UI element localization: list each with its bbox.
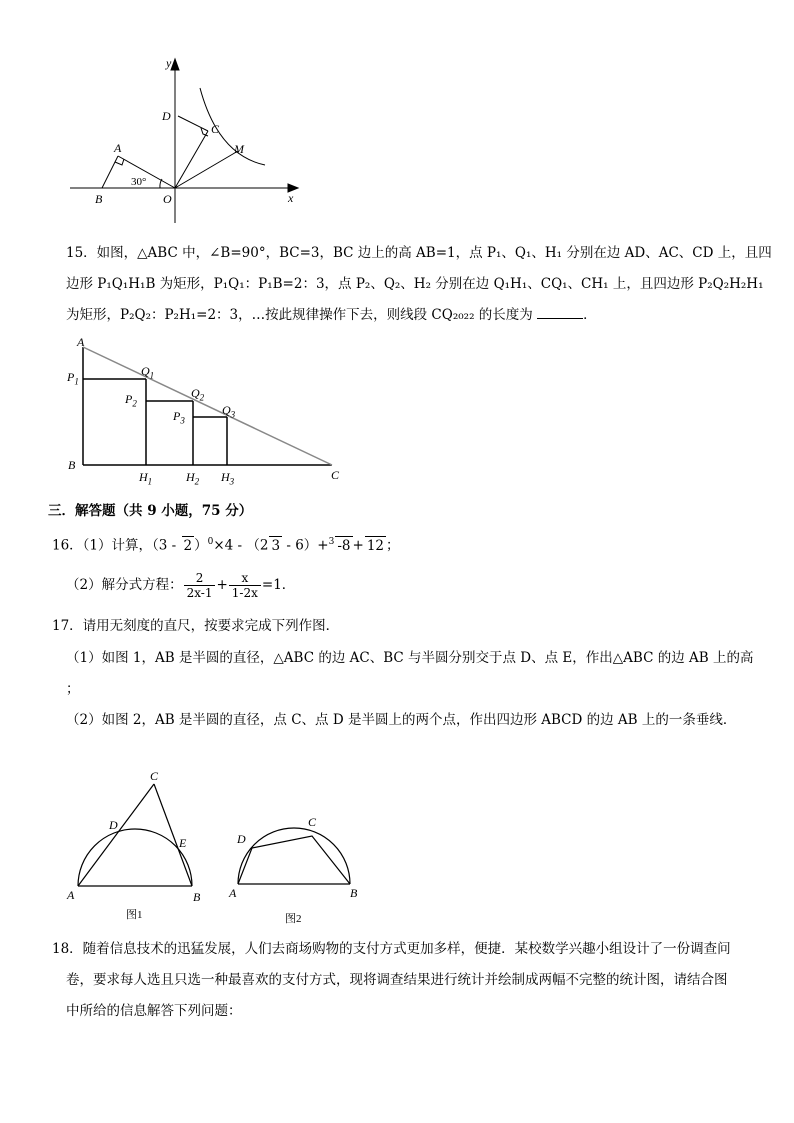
q18-line2: 卷，要求每人选且只选一种最喜欢的支付方式，现将调查结果进行统计并绘制成两幅不完整的统计图，请结合图 (66, 972, 728, 988)
q17-part1: （1）如图 1，AB 是半圆的直径，△ABC 的边 AC、BC 与半圆分别交于点 D、点 E，作出△ABC 的边 AB 上的高 (66, 650, 754, 666)
fig1-point-A: A (67, 888, 75, 902)
sqrt-2: 2 (183, 537, 193, 554)
point-B-label: B (95, 192, 103, 206)
q18-line1: 18．随着信息技术的迅猛发展，人们去商场购物的支付方式更加多样，便捷．某校数学兴趣小组设计了一份调查问 (52, 941, 731, 957)
sqrt-3: 3 (271, 537, 281, 554)
rect-point-Q2: $Q_2$ (191, 386, 205, 403)
cube-root: -8 (337, 537, 351, 554)
rect-point-C: C (331, 468, 340, 482)
fig2-point-B: B (350, 886, 358, 900)
fig1-point-B: B (193, 890, 201, 904)
fraction-1: $\frac{2}{2x-1}$ (184, 571, 216, 600)
answer-blank (537, 306, 583, 319)
fig2-point-A: A (229, 886, 237, 900)
point-A-label: A (114, 141, 122, 155)
fig1-point-D: D (109, 818, 118, 832)
q17-title: 17．请用无刻度的直尺，按要求完成下列作图． (52, 618, 340, 634)
fig2-point-C: C (308, 815, 317, 829)
q17-part2: （2）如图 2，AB 是半圆的直径，点 C、点 D 是半圆上的两个点，作出四边形 ABCD 的边 AB 上的一条垂线． (66, 712, 737, 728)
point-C-label: C (211, 122, 220, 136)
rect-point-P1: $P_1$ (67, 370, 79, 387)
rect-figure (60, 335, 350, 490)
fig2-semicircle (238, 828, 350, 884)
segment-BA (102, 156, 118, 188)
q15-line3 (66, 306, 597, 324)
q17-part1-cont: ； (66, 681, 80, 697)
fig1-caption: 图1 (126, 909, 143, 921)
y-axis-arrow (171, 59, 179, 70)
q15-line3-end: ． (583, 307, 597, 323)
point-M-label: M (234, 142, 244, 156)
point-D-label: D (162, 109, 171, 123)
fig2-point-D: D (237, 832, 246, 846)
q15-line3-text: 为矩形，P₂Q₂：P₂H₁=2：3，…按此规律操作下去，则线段 CQ₂₀₂₂ 的长度为 (66, 307, 533, 323)
fig1-point-C: C (150, 769, 159, 783)
rect-point-Q3: $Q_3$ (222, 403, 236, 420)
x-axis-label: x (288, 191, 294, 205)
q15-line1: 15．如图，△ABC 中，∠B=90°，BC=3，BC 边上的高 AB=1，点 P₁、Q₁、H₁ 分别在边 AD、AC、CD 上，且四 (66, 245, 772, 261)
angle-label: 30° (131, 176, 147, 188)
rect-point-P3: $P_3$ (173, 409, 185, 426)
figure-2 (232, 820, 357, 890)
q16-part2: （2）解分式方程： $\frac{2}{2x-1}$ + $\frac{x}{1-2x}$ =1． (66, 571, 296, 600)
rect-point-A: A (77, 335, 85, 349)
section-title: 三．解答题（共 9 小题，75 分） (48, 503, 253, 519)
hyperbola-curve (200, 88, 265, 165)
point-O-label: O (163, 192, 172, 206)
segment-AC (83, 347, 332, 465)
segment-DC (178, 116, 208, 131)
sqrt-12: 12 (366, 537, 385, 554)
y-axis-label: y (166, 56, 172, 70)
rect-point-H3: $H_3$ (221, 470, 235, 487)
fig1-side-AC (78, 784, 154, 886)
fig1-point-E: E (179, 836, 187, 850)
angle-arc-O (160, 179, 162, 188)
fig2-caption: 图2 (285, 913, 302, 925)
fraction-2: $\frac{x}{1-2x}$ (229, 571, 261, 600)
segment-OC (175, 131, 208, 188)
rect-point-H1: $H_1$ (139, 470, 153, 487)
segment-OM (175, 151, 238, 188)
fig1-semicircle (78, 829, 192, 886)
q18-line3: 中所给的信息解答下列问题： (66, 1003, 242, 1019)
rect-point-Q1: $Q_1$ (141, 364, 155, 381)
figure-1 (70, 770, 210, 895)
q15-line2: 边形 P₁Q₁H₁B 为矩形，P₁Q₁：P₁B=2：3，点 P₂、Q₂、H₂ 分别在边 Q₁H₁、CQ₁、CH₁ 上，且四边形 P₂Q₂H₂H₁ (66, 276, 764, 292)
rect-point-P2: $P_2$ (125, 392, 137, 409)
rect-point-B: B (68, 458, 76, 472)
q16-part1: 16．（1）计算，（3 - 2 ）$^0$×4 - （2 3 - 6）+$^3$ -8 + 12 ； (52, 537, 400, 554)
rect-point-H2: $H_2$ (186, 470, 200, 487)
segment-AO (118, 156, 175, 188)
